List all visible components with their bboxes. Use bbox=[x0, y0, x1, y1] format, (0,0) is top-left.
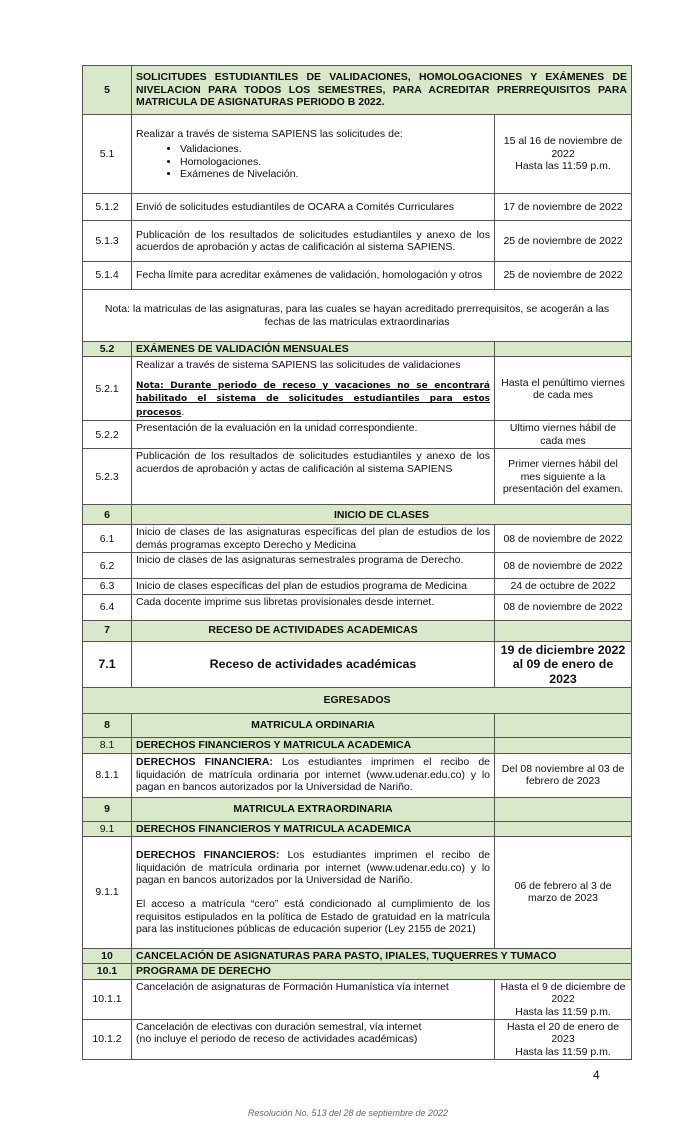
activity-text: Publicación de los resultados de solicitudes estudiantiles y anexo de los acuerdos de aprobación y actas de calificación al sistema SAPIENS bbox=[132, 449, 495, 505]
section-row bbox=[83, 738, 632, 753]
row-number: 5.2.2 bbox=[83, 421, 132, 449]
activity-text: Realizar a través de sistema SAPIENS las solicitudes de: bbox=[136, 127, 403, 140]
row-number: 10.1.1 bbox=[83, 979, 132, 1019]
table-row bbox=[83, 753, 632, 797]
activity-text: Envió de solicitudes estudiantiles de OCARA a Comités Curriculares bbox=[132, 194, 495, 221]
section-title: MATRICULA EXTRAORDINARIA bbox=[132, 797, 495, 821]
row-number: 7.1 bbox=[83, 641, 132, 688]
table-row bbox=[83, 525, 632, 553]
table-row bbox=[83, 115, 632, 194]
row-number: 9 bbox=[83, 797, 132, 821]
table-row bbox=[83, 553, 632, 579]
row-number: 10 bbox=[83, 948, 132, 963]
time-text: Hasta las 11:59 p.m. bbox=[515, 1045, 611, 1058]
footer-resolution: Resolución No. 513 del 28 de septiembre de 2022 bbox=[247, 1108, 449, 1118]
section-title: INICIO DE CLASES bbox=[132, 505, 632, 525]
section-row bbox=[83, 620, 632, 641]
row-number: 6.2 bbox=[83, 553, 132, 579]
table-row bbox=[83, 1019, 632, 1059]
section-row bbox=[83, 797, 632, 821]
section-title: PROGRAMA DE DERECHO bbox=[132, 964, 632, 979]
date-text: Ultimo viernes hábil de cada mes bbox=[495, 421, 632, 449]
date-text: 08 de noviembre de 2022 bbox=[495, 594, 632, 620]
section-title: RECESO DE ACTIVIDADES ACADEMICAS bbox=[132, 620, 495, 641]
row-number: 10.1 bbox=[83, 964, 132, 979]
activity-text: Cancelación de asignaturas de Formación Humanística vía internet bbox=[132, 979, 495, 1019]
table-row bbox=[83, 221, 632, 262]
row-number: 5.1.2 bbox=[83, 194, 132, 221]
list-item: • Homologaciones. bbox=[180, 156, 490, 168]
section-row bbox=[83, 964, 632, 979]
date-text: 25 de noviembre de 2022 bbox=[495, 221, 632, 262]
row-number: 5.2 bbox=[83, 342, 132, 357]
row-number: 6 bbox=[83, 505, 132, 525]
section-title: EGRESADOS bbox=[83, 688, 632, 714]
activity-cell bbox=[132, 115, 495, 194]
section-title: EXÁMENES DE VALIDACIÓN MENSUALES bbox=[132, 342, 495, 357]
row-number: 5.1.4 bbox=[83, 262, 132, 290]
date-text: 08 de noviembre de 2022 bbox=[495, 553, 632, 579]
section-title: DERECHOS FINANCIEROS Y MATRICULA ACADEMICA bbox=[132, 738, 495, 753]
list-item: • Validaciones. bbox=[180, 143, 490, 155]
date-text: Hasta el 20 de enero de 2023 bbox=[506, 1020, 620, 1046]
warning-note: Nota: Durante periodo de receso y vacaciones no se encontrará habilitado el sistema de solicitudes estudiantiles para estos procesos bbox=[136, 381, 490, 418]
date-text: 15 al 16 de noviembre de 2022 bbox=[503, 135, 623, 160]
activity-list bbox=[136, 143, 490, 180]
row-number: 8.1 bbox=[83, 738, 132, 753]
date-text: 24 de octubre de 2022 bbox=[495, 579, 632, 594]
section-row bbox=[83, 714, 632, 738]
time-text: Hasta las 11:59 p.m. bbox=[515, 160, 611, 173]
section-title: CANCELACIÓN DE ASIGNATURAS PARA PASTO, IPIALES, TUQUERRES Y TUMACO bbox=[132, 948, 632, 963]
row-number: 6.4 bbox=[83, 594, 132, 620]
section-row bbox=[83, 948, 632, 963]
table-row bbox=[83, 579, 632, 594]
date-text: Del 08 noviembre al 03 de febrero de 2023 bbox=[495, 753, 632, 797]
note-row bbox=[83, 290, 632, 342]
activity-text: Presentación de la evaluación en la unidad correspondiente. bbox=[132, 421, 495, 449]
activity-text: (no incluye el periodo de receso de actividades académicas) bbox=[136, 1033, 418, 1046]
section-row bbox=[83, 505, 632, 525]
date-cell bbox=[495, 115, 632, 194]
table-row bbox=[83, 194, 632, 221]
row-number: 5.2.1 bbox=[83, 357, 132, 421]
table-row bbox=[83, 641, 632, 688]
row-number: 9.1 bbox=[83, 821, 132, 836]
table-row bbox=[83, 836, 632, 948]
table-row bbox=[83, 594, 632, 620]
activity-cell bbox=[132, 1019, 495, 1059]
list-item: • Exámenes de Nivelación. bbox=[180, 168, 490, 180]
time-text: Hasta las 11:59 p.m. bbox=[515, 1005, 611, 1018]
row-number: 6.1 bbox=[83, 525, 132, 553]
activity-text: Cancelación de electivas con duración semestral, vía internet bbox=[136, 1020, 422, 1033]
activity-text: Cada docente imprime sus libretas provisionales desde internet. bbox=[132, 594, 495, 620]
date-text: 25 de noviembre de 2022 bbox=[495, 262, 632, 290]
row-number: 10.1.2 bbox=[83, 1019, 132, 1059]
note-text: Nota: la matriculas de las asignaturas, para las cuales se hayan acreditado prerrequisitos, se acogerán a las fechas de las matriculas extraordinarias bbox=[83, 290, 632, 342]
section-row bbox=[83, 821, 632, 836]
activity-cell: Realizar a través de sistema SAPIENS las solicitudes de validaciones Nota: Durante periodo de receso y vacaciones no se encontrará habilitado el sistema de solicitudes estudiantiles para estos procesos. bbox=[132, 357, 495, 421]
activity-cell: DERECHOS FINANCIEROS: Los estudiantes imprimen el recibo de liquidación de matrícula ordinaria por internet (www.udenar.edu.co) y lo pagan en bancos autorizados por la Universidad de Nariño. El acceso a matrícula “cero” está condicionado al cumplimiento de los requisitos estipulados en la política de Estado de gratuidad en la matrícula para las instituciones públicas de educación superior (Ley 2155 de 2021) bbox=[132, 836, 495, 948]
section-row bbox=[83, 66, 632, 115]
activity-cell: DERECHOS FINANCIERA: Los estudiantes imprimen el recibo de liquidación de matrícula ordinaria por internet (www.udenar.edu.co) y lo pagan en bancos autorizados por la Universidad de Nariño. bbox=[132, 753, 495, 797]
activity-text: Inicio de clases de las asignaturas semestrales programa de Derecho. bbox=[132, 553, 495, 579]
date-cell bbox=[495, 1019, 632, 1059]
row-number: 5.2.3 bbox=[83, 449, 132, 505]
section-title: MATRICULA ORDINARIA bbox=[132, 714, 495, 738]
row-number: 6.3 bbox=[83, 579, 132, 594]
section-row bbox=[83, 688, 632, 714]
table-row bbox=[83, 421, 632, 449]
activity-text: Fecha límite para acreditar exámenes de validación, homologación y otros bbox=[132, 262, 495, 290]
page-number: 4 bbox=[593, 1068, 600, 1082]
date-text: 08 de noviembre de 2022 bbox=[495, 525, 632, 553]
date-text: 06 de febrero al 3 de marzo de 2023 bbox=[495, 836, 632, 948]
row-number: 5.1 bbox=[83, 115, 132, 194]
table-row bbox=[83, 449, 632, 505]
activity-text: El acceso a matrícula “cero” está condicionado al cumplimiento de los requisitos estipulados en la política de Estado de gratuidad en la matrícula para las instituciones públicas de educación superior (Ley 2155 de 2021) bbox=[136, 898, 490, 936]
table-row bbox=[83, 357, 632, 421]
section-row bbox=[83, 342, 632, 357]
activity-text: Inicio de clases de las asignaturas específicas del plan de estudios de los demás programas excepto Derecho y Medicina bbox=[132, 525, 495, 553]
date-text: 19 de diciembre 2022 al 09 de enero de 2023 bbox=[495, 641, 632, 688]
activity-text: Publicación de los resultados de solicitudes estudiantiles y anexo de los acuerdos de aprobación y actas de calificación al sistema SAPIENS. bbox=[132, 221, 495, 262]
activity-text: Receso de actividades académicas bbox=[132, 641, 495, 688]
date-text: Hasta el penúltimo viernes de cada mes bbox=[495, 357, 632, 421]
date-cell bbox=[495, 979, 632, 1019]
section-title: SOLICITUDES ESTUDIANTILES DE VALIDACIONES, HOMOLOGACIONES Y EXÁMENES DE NIVELACION PARA TODOS LOS SEMESTRES, PARA ACREDITAR PRERREQUISITOS PARA MATRICULA DE ASIGNATURAS PERIODO B 2022. bbox=[132, 66, 632, 115]
date-text: Primer viernes hábil del mes siguiente a la presentación del examen. bbox=[495, 449, 632, 505]
date-text: Hasta el 9 de diciembre de 2022 bbox=[500, 980, 626, 1006]
row-number: 9.1.1 bbox=[83, 836, 132, 948]
activity-text: Realizar a través de sistema SAPIENS las solicitudes de validaciones bbox=[136, 358, 461, 371]
calendar-table bbox=[82, 65, 632, 1060]
row-number: 5.1.3 bbox=[83, 221, 132, 262]
row-number: 7 bbox=[83, 620, 132, 641]
row-number: 5 bbox=[83, 66, 132, 115]
activity-text: Inicio de clases específicas del plan de estudios programa de Medicina bbox=[132, 579, 495, 594]
date-text: 17 de noviembre de 2022 bbox=[495, 194, 632, 221]
table-row bbox=[83, 979, 632, 1019]
section-title: DERECHOS FINANCIEROS Y MATRICULA ACADEMICA bbox=[132, 821, 495, 836]
row-number: 8.1.1 bbox=[83, 753, 132, 797]
table-row bbox=[83, 262, 632, 290]
row-number: 8 bbox=[83, 714, 132, 738]
